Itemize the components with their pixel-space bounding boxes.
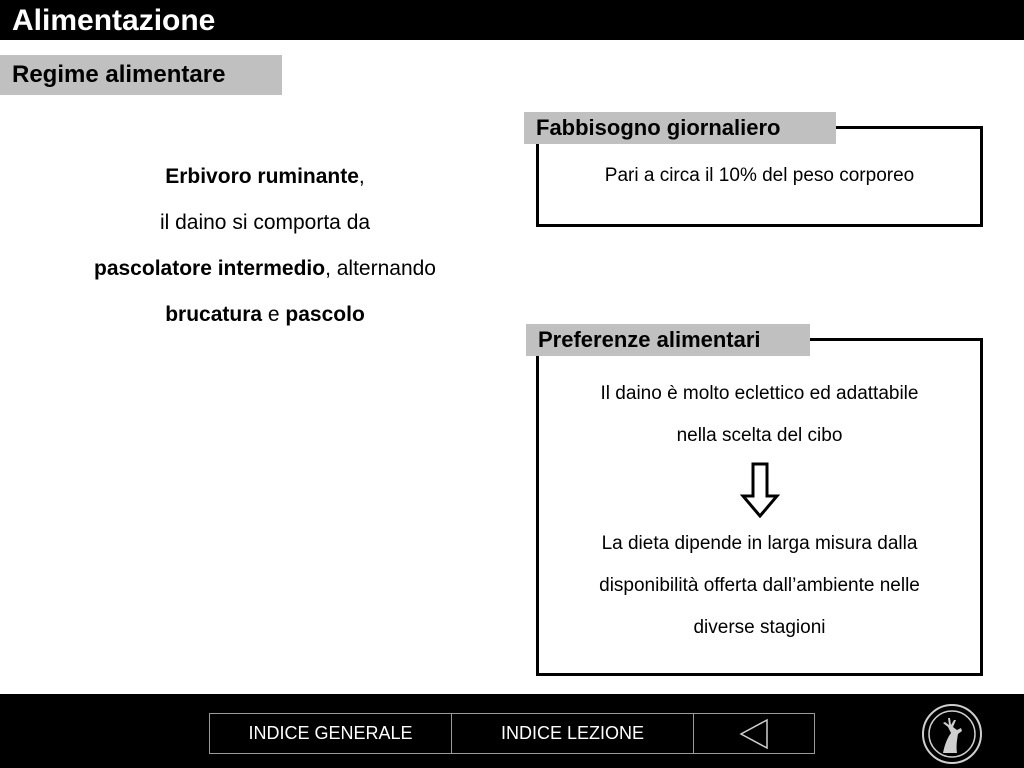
intro-bold-pascolatore: pascolatore intermedio	[94, 257, 326, 280]
preferenze-box	[536, 338, 983, 676]
intro-text	[40, 154, 490, 338]
intro-alternando: , alternando	[325, 257, 436, 280]
indice-generale-button[interactable]: INDICE GENERALE	[210, 714, 452, 753]
preferenze-line-2: nella scelta del cibo	[676, 425, 843, 446]
intro-line-3	[40, 246, 490, 292]
fabbisogno-label: Fabbisogno giornaliero	[524, 112, 836, 144]
section-tab	[0, 55, 282, 95]
back-button[interactable]	[694, 714, 814, 753]
section-title: Regime alimentare	[12, 61, 226, 88]
fabbisogno-text: Pari a circa il 10% del peso corporeo	[604, 165, 915, 186]
intro-line-4	[40, 292, 490, 338]
intro-comma: ,	[358, 165, 365, 188]
intro-bold-brucatura: brucatura	[165, 303, 263, 326]
page-title: Alimentazione	[12, 4, 216, 37]
down-arrow-icon	[539, 457, 980, 523]
preferenze-line-5: diverse stagioni	[693, 617, 826, 638]
footer-nav	[209, 713, 815, 754]
indice-lezione-button[interactable]: INDICE LEZIONE	[452, 714, 694, 753]
intro-bold-ruminante: Erbivoro ruminante	[165, 165, 359, 188]
preferenze-content	[539, 373, 980, 649]
intro-e: e	[262, 303, 286, 326]
back-triangle-icon	[737, 717, 771, 751]
preferenze-line-3: La dieta dipende in larga misura dalla	[601, 533, 918, 554]
intro-bold-pascolo: pascolo	[285, 303, 365, 326]
header-bar	[0, 0, 1024, 40]
deer-logo-icon[interactable]	[921, 703, 983, 765]
intro-line-1	[40, 154, 490, 200]
intro-line-2: il daino si comporta da	[159, 211, 371, 234]
preferenze-line-4: disponibilità offerta dall’ambiente nelle	[599, 575, 920, 596]
preferenze-label: Preferenze alimentari	[526, 324, 810, 356]
preferenze-line-1: Il daino è molto eclettico ed adattabile	[600, 383, 919, 404]
